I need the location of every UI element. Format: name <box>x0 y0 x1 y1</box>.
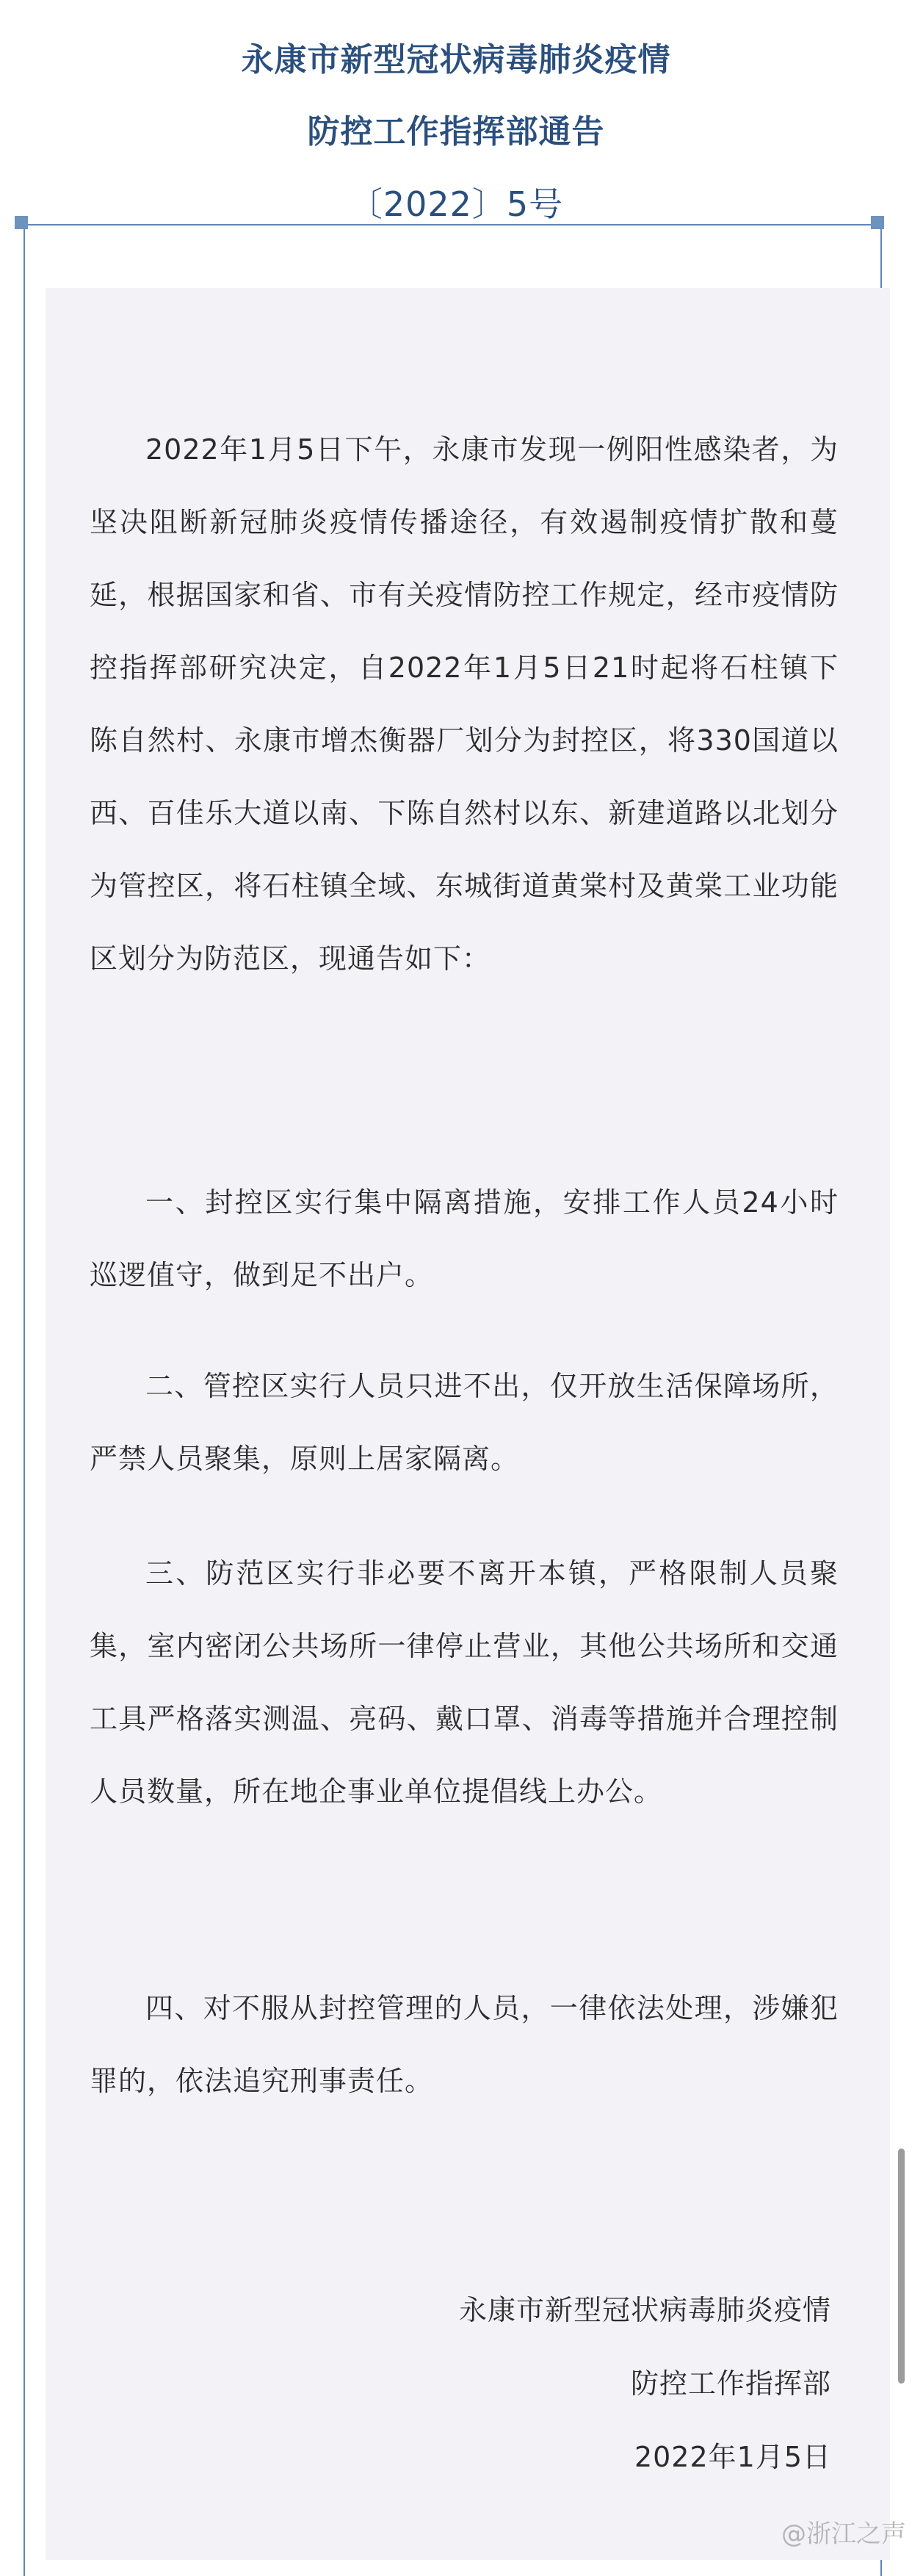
signature-issuer-line2: 防控工作指挥部 <box>630 2367 831 2400</box>
frame-corner-right <box>871 216 884 229</box>
measure-paragraph-1: 一、封控区实行集中隔离措施，安排工作人员24小时巡逻值守，做到足不出户。 <box>90 1186 839 1291</box>
frame-corner-left <box>15 216 28 229</box>
notice-title-line1: 永康市新型冠状病毒肺炎疫情 <box>241 41 671 79</box>
notice-title-line2: 防控工作指挥部通告 <box>307 113 605 151</box>
scrollbar-thumb[interactable] <box>898 2149 905 2384</box>
intro-paragraph: 2022年1月5日下午，永康市发现一例阳性感染者，为坚决阻断新冠肺炎疫情传播途径，有效遏制疫情扩散和蔓延，根据国家和省、市有关疫情防控工作规定，经市疫情防控指挥部研究决定，自2022年1月5日21时起将石柱镇下陈自然村、永康市增杰衡器厂划分为封控区，将330国道以西、百佳乐大道以南、下陈自然村以东、新建道路以北划分为管控区，将石柱镇全域、东城街道黄棠村及黄棠工业功能区划分为防范区，现通告如下： <box>90 433 839 975</box>
signature-issuer-line1: 永康市新型冠状病毒肺炎疫情 <box>458 2294 831 2326</box>
notice-header <box>0 0 912 224</box>
measure-paragraph-2: 二、管控区实行人员只进不出，仅开放生活保障场所，严禁人员聚集，原则上居家隔离。 <box>90 1370 839 1475</box>
source-watermark: @浙江之声 <box>781 2519 906 2549</box>
document-number: 〔2022〕5号 <box>348 184 564 224</box>
measure-paragraph-3: 三、防范区实行非必要不离开本镇，严格限制人员聚集，室内密闭公共场所一律停止营业，其他公共场所和交通工具严格落实测温、亮码、戴口罩、消毒等措施并合理控制 人员数量，所在地企事业单位提倡线上办公。 <box>90 1557 839 1808</box>
signature-date: 2022年1月5日 <box>634 2441 831 2473</box>
measure-paragraph-4: 四、对不服从封控管理的人员，一律依法处理，涉嫌犯罪的，依法追究刑事责任。 <box>90 1992 839 2097</box>
